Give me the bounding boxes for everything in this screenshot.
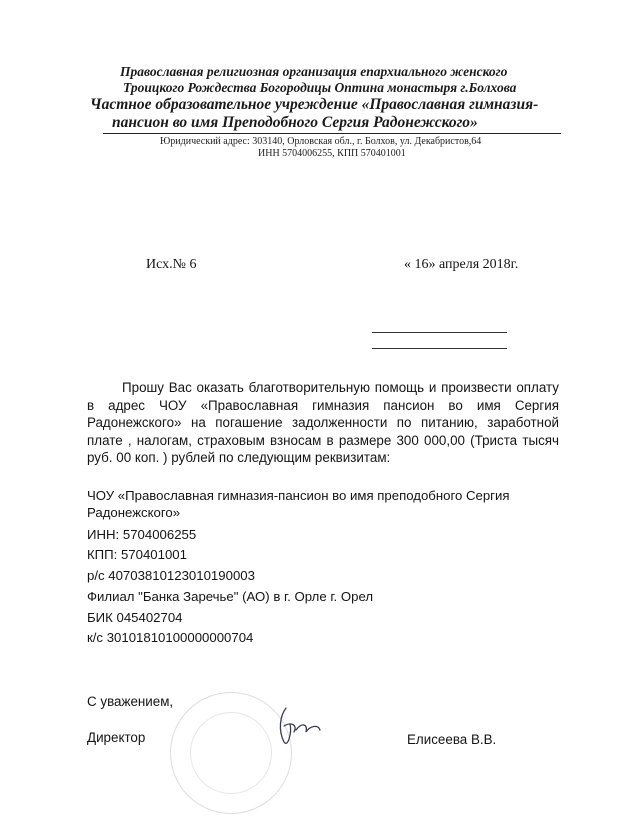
header-divider [103, 133, 561, 134]
addressee-line-1 [372, 332, 507, 333]
requisite-account: р/с 40703810123010190003 [87, 568, 255, 583]
requisite-bik: БИК 045402704 [87, 610, 183, 625]
signatory-position: Директор [87, 730, 146, 745]
signature-icon [272, 702, 332, 752]
closing-regards: С уважением, [87, 694, 174, 709]
school-name-line-2: пансион во имя Преподобного Сергия Радонежского» [112, 114, 478, 131]
inn-kpp: ИНН 5704006255, КПП 570401001 [258, 148, 406, 159]
org-name-line-1: Православная религиозная организация епархиального женского [120, 64, 508, 79]
stamp-inner-ring [190, 712, 272, 794]
requisite-inn: ИНН: 5704006255 [87, 527, 197, 542]
requisite-bank: Филиал "Банка Заречье" (АО) в г. Орле г. Орел [87, 589, 374, 604]
addressee-line-2 [372, 348, 507, 349]
signatory-name: Елисеева В.В. [407, 732, 497, 747]
letter-date: « 16» апреля 2018г. [404, 257, 519, 272]
org-name-line-2: Троицкого Рождества Богородицы Оптина монастыря г.Болхова [123, 80, 517, 95]
letter-body: Прошу Вас оказать благотворительную помощь и произвести оплату в адрес ЧОУ «Православная гимназия пансион во имя Сергия Радонежского» на погашение задолженности по питанию, заработной плате , налогам, страховым взносам в размере 300 000,00 (Триста тысяч руб. 00 коп. ) рублей по следующим реквизитам: [87, 380, 559, 466]
outgoing-reference: Исх.№ 6 [146, 257, 197, 272]
requisite-org-name-line-1: ЧОУ «Православная гимназия-пансион во имя преподобного Сергия [87, 488, 510, 503]
school-name-line-1: Частное образовательное учреждение «Православная гимназия- [90, 96, 539, 113]
requisite-corr-account: к/с 30101810100000000704 [87, 630, 254, 645]
legal-address: Юридический адрес: 303140, Орловская обл., г. Болхов, ул. Декабристов,64 [160, 136, 482, 147]
requisite-kpp: КПП: 570401001 [87, 547, 187, 562]
requisite-org-name-line-2: Радонежского» [87, 505, 181, 520]
